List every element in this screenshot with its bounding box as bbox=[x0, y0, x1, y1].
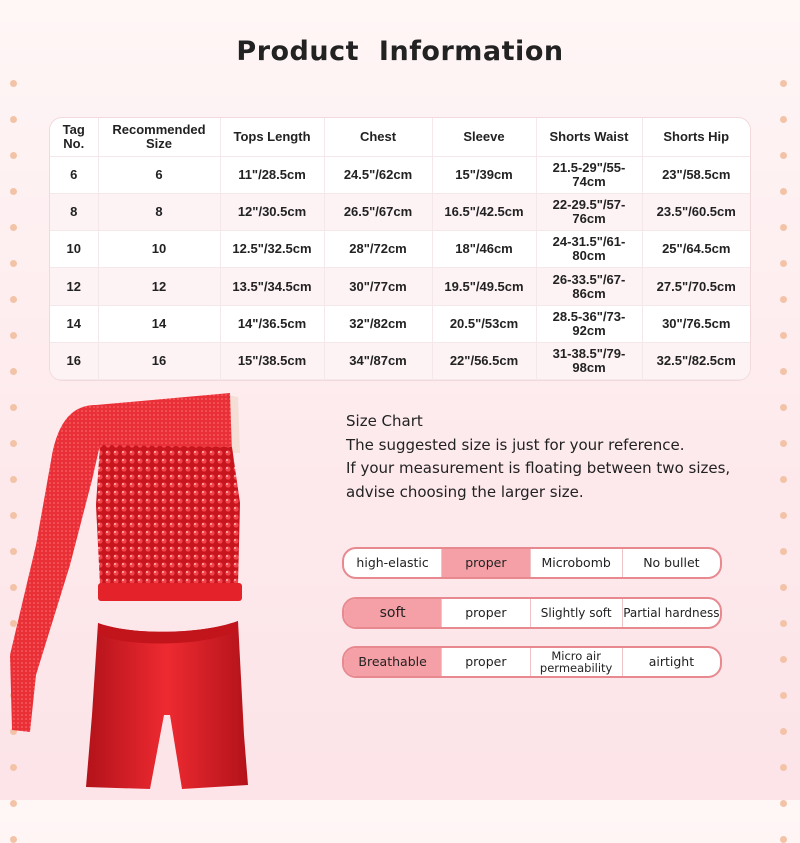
feature-label: Breathable bbox=[344, 648, 442, 676]
table-cell: 23.5"/60.5cm bbox=[642, 194, 750, 231]
table-cell: 24-31.5"/61-80cm bbox=[536, 231, 642, 268]
table-cell: 16.5"/42.5cm bbox=[432, 194, 536, 231]
table-cell: 15"/39cm bbox=[432, 157, 536, 194]
table-cell: 11"/28.5cm bbox=[220, 157, 324, 194]
table-header-cell: Shorts Hip bbox=[642, 118, 750, 157]
product-image bbox=[0, 385, 340, 800]
table-header-cell: Shorts Waist bbox=[536, 118, 642, 157]
description-line: The suggested size is just for your reference. bbox=[346, 435, 685, 454]
feature-option: Microbomb bbox=[531, 549, 623, 577]
table-cell: 16 bbox=[50, 342, 98, 379]
table-cell: 26.5"/67cm bbox=[324, 194, 432, 231]
feature-option: Micro air permeability bbox=[531, 648, 623, 676]
description-line: If your measurement is floating between two sizes, bbox=[346, 459, 731, 477]
feature-option: proper bbox=[442, 648, 530, 676]
red-sequin-dance-outfit-illustration bbox=[0, 385, 340, 800]
table-cell: 24.5"/62cm bbox=[324, 157, 432, 194]
feature-option: Slightly soft bbox=[531, 599, 623, 627]
table-cell: 21.5-29"/55-74cm bbox=[536, 157, 642, 194]
table-cell: 14"/36.5cm bbox=[220, 305, 324, 342]
table-cell: 19.5"/49.5cm bbox=[432, 268, 536, 305]
table-cell: 18"/46cm bbox=[432, 231, 536, 268]
table-cell: 8 bbox=[50, 194, 98, 231]
feature-label: soft bbox=[344, 599, 442, 627]
table-cell: 32"/82cm bbox=[324, 305, 432, 342]
table-cell: 12.5"/32.5cm bbox=[220, 231, 324, 268]
table-cell: 12 bbox=[50, 268, 98, 305]
page-title: Product Information bbox=[236, 36, 564, 67]
feature-option-selected: proper bbox=[442, 549, 530, 577]
table-row bbox=[50, 194, 750, 231]
table-cell: 27.5"/70.5cm bbox=[642, 268, 750, 305]
table-cell: 20.5"/53cm bbox=[432, 305, 536, 342]
table-cell: 22-29.5"/57-76cm bbox=[536, 194, 642, 231]
table-row bbox=[50, 305, 750, 342]
size-table bbox=[50, 118, 750, 380]
table-body bbox=[50, 157, 750, 380]
table-cell: 28"/72cm bbox=[324, 231, 432, 268]
table-cell: 30"/77cm bbox=[324, 268, 432, 305]
feature-label: high-elastic bbox=[344, 549, 442, 577]
table-cell: 23"/58.5cm bbox=[642, 157, 750, 194]
table-header-cell: Tag No. bbox=[50, 118, 98, 157]
table-cell: 13.5"/34.5cm bbox=[220, 268, 324, 305]
table-header-cell: Chest bbox=[324, 118, 432, 157]
table-cell: 10 bbox=[50, 231, 98, 268]
table-cell: 6 bbox=[50, 157, 98, 194]
table-cell: 28.5-36"/73-92cm bbox=[536, 305, 642, 342]
table-header-cell: Sleeve bbox=[432, 118, 536, 157]
description-heading: Size Chart bbox=[346, 412, 423, 430]
table-cell: 8 bbox=[98, 194, 220, 231]
table-cell: 10 bbox=[98, 231, 220, 268]
table-header-cell: Tops Length bbox=[220, 118, 324, 157]
table-cell: 14 bbox=[98, 305, 220, 342]
table-row bbox=[50, 157, 750, 194]
table-cell: 31-38.5"/79-98cm bbox=[536, 342, 642, 379]
table-header-row bbox=[50, 118, 750, 157]
table-row bbox=[50, 342, 750, 379]
table-cell: 15"/38.5cm bbox=[220, 342, 324, 379]
table-cell: 30"/76.5cm bbox=[642, 305, 750, 342]
table-cell: 26-33.5"/67-86cm bbox=[536, 268, 642, 305]
feature-option: No bullet bbox=[643, 555, 700, 570]
table-cell: 32.5"/82.5cm bbox=[642, 342, 750, 379]
table-cell: 6 bbox=[98, 157, 220, 194]
table-cell: 14 bbox=[50, 305, 98, 342]
feature-bar-breathability bbox=[342, 646, 722, 678]
description-line: advise choosing the larger size. bbox=[346, 482, 584, 501]
table-row bbox=[50, 231, 750, 268]
table-cell: 12 bbox=[98, 268, 220, 305]
feature-option: airtight bbox=[648, 654, 695, 669]
table-cell: 25"/64.5cm bbox=[642, 231, 750, 268]
feature-bar-elasticity bbox=[342, 547, 722, 579]
table-cell: 22"/56.5cm bbox=[432, 342, 536, 379]
table-row bbox=[50, 268, 750, 305]
table-header-cell: Recommended Size bbox=[98, 118, 220, 157]
table-cell: 16 bbox=[98, 342, 220, 379]
size-table-card bbox=[50, 118, 750, 380]
size-chart-description bbox=[346, 410, 786, 504]
feature-bar-softness bbox=[342, 597, 722, 629]
table-cell: 12"/30.5cm bbox=[220, 194, 324, 231]
table-cell: 34"/87cm bbox=[324, 342, 432, 379]
feature-option: proper bbox=[442, 599, 530, 627]
feature-option: Partial hardness bbox=[623, 606, 720, 620]
